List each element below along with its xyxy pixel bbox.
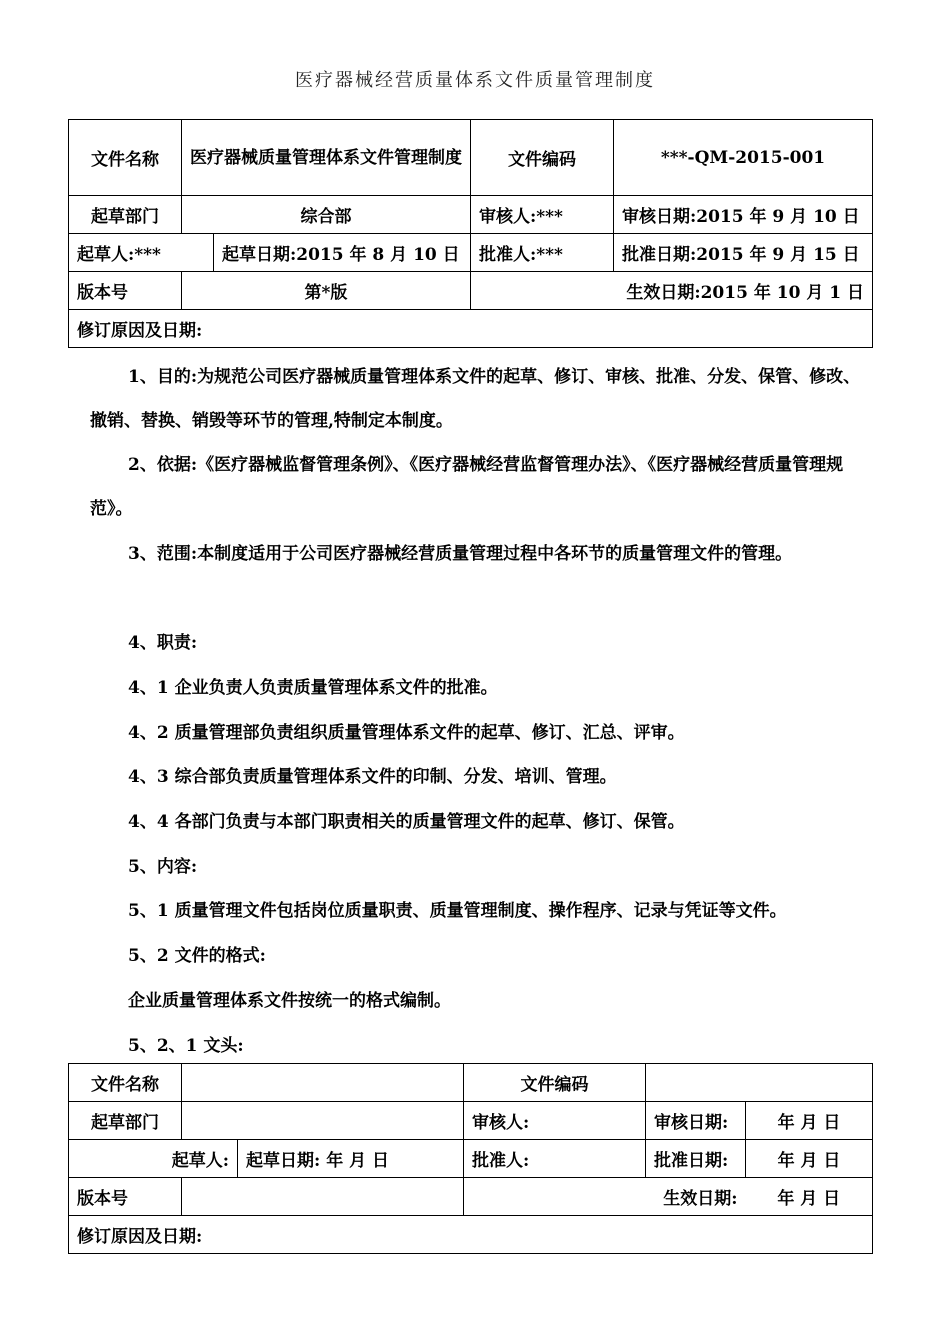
tpl-version-label: 版本号 — [69, 1178, 182, 1216]
tpl-approve-date-label: 批准日期: — [646, 1140, 746, 1178]
file-name-value: 医疗器械质量管理体系文件管理制度 — [182, 120, 471, 196]
tpl-reviewer: 审核人: — [464, 1102, 646, 1140]
para-duty-4-4: 4、4 各部门负责与本部门职责相关的质量管理文件的起草、修订、保管。 — [128, 812, 685, 832]
draft-date: 起草日期:2015 年 8 月 10 日 — [214, 234, 471, 272]
para-duties: 4、职责: — [128, 633, 198, 653]
para-purpose: 1、目的:为规范公司医疗器械质量管理体系文件的起草、修订、审核、批准、分发、保管、修改、撤销、替换、销毁等环节的管理,特制定本制度。 — [90, 367, 861, 431]
tpl-approver: 批准人: — [464, 1140, 646, 1178]
para-content-5-1: 5、1 质量管理文件包括岗位质量职责、质量管理制度、操作程序、记录与凭证等文件。 — [128, 901, 787, 921]
revision-reason: 修订原因及日期: — [69, 310, 873, 348]
approve-date: 批准日期:2015 年 9 月 15 日 — [614, 234, 873, 272]
tpl-effective-date-label: 生效日期: — [464, 1178, 746, 1216]
dept-label: 起草部门 — [69, 196, 182, 234]
para-basis: 2、依据:《医疗器械监督管理条例》、《医疗器械经营监督管理办法》、《医疗器械经营质量管理规范》。 — [90, 455, 844, 519]
tpl-version-blank — [182, 1178, 464, 1216]
header-table — [68, 119, 873, 348]
tpl-drafter: 起草人: — [69, 1140, 238, 1178]
para-content: 5、内容: — [128, 857, 198, 877]
para-header-section: 5、2、1 文头: — [128, 1036, 244, 1056]
document-title: 医疗器械经营质量体系文件质量管理制度 — [295, 70, 655, 91]
tpl-revision-reason: 修订原因及日期: — [69, 1216, 873, 1254]
tpl-file-code-label: 文件编码 — [464, 1064, 646, 1102]
approver: 批准人:*** — [471, 234, 614, 272]
para-scope: 3、范围:本制度适用于公司医疗器械经营质量管理过程中各环节的质量管理文件的管理。 — [128, 544, 793, 564]
file-code-label: 文件编码 — [471, 120, 614, 196]
tpl-file-code-blank — [646, 1064, 873, 1102]
template-table — [68, 1063, 873, 1254]
tpl-file-name-label: 文件名称 — [69, 1064, 182, 1102]
review-date: 审核日期:2015 年 9 月 10 日 — [614, 196, 873, 234]
tpl-file-name-blank — [182, 1064, 464, 1102]
para-format-desc: 企业质量管理体系文件按统一的格式编制。 — [128, 991, 451, 1011]
file-code-value: ***-QM-2015-001 — [614, 120, 873, 196]
para-duty-4-2: 4、2 质量管理部负责组织质量管理体系文件的起草、修订、汇总、评审。 — [128, 723, 685, 743]
effective-date: 生效日期:2015 年 10 月 1 日 — [471, 272, 873, 310]
tpl-dept-blank — [182, 1102, 464, 1140]
tpl-dept-label: 起草部门 — [69, 1102, 182, 1140]
file-name-label: 文件名称 — [69, 120, 182, 196]
tpl-approve-date-ymd: 年 月 日 — [746, 1140, 873, 1178]
version-label: 版本号 — [69, 272, 182, 310]
para-duty-4-1: 4、1 企业负责人负责质量管理体系文件的批准。 — [128, 678, 498, 698]
reviewer: 审核人:*** — [471, 196, 614, 234]
tpl-review-date-ymd: 年 月 日 — [746, 1102, 873, 1140]
para-duty-4-3: 4、3 综合部负责质量管理体系文件的印制、分发、培训、管理。 — [128, 767, 617, 787]
drafter: 起草人:*** — [69, 234, 214, 272]
tpl-draft-date: 起草日期: 年 月 日 — [238, 1140, 464, 1178]
version-value: 第*版 — [182, 272, 471, 310]
dept-value: 综合部 — [182, 196, 471, 234]
tpl-review-date-label: 审核日期: — [646, 1102, 746, 1140]
para-format: 5、2 文件的格式: — [128, 946, 266, 966]
tpl-effective-date-ymd: 年 月 日 — [746, 1178, 873, 1216]
